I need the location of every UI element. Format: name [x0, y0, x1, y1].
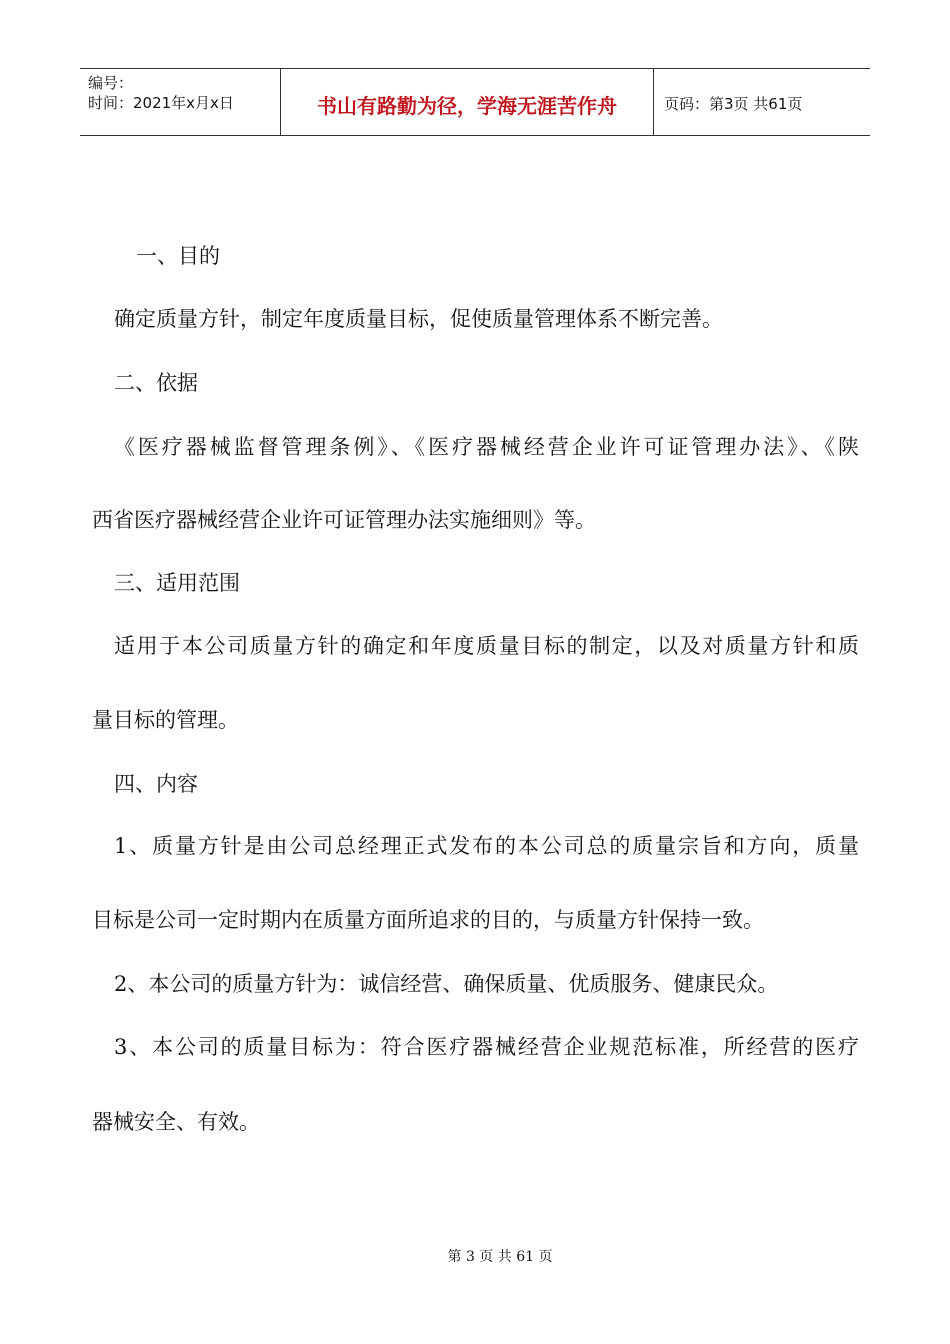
content-item-3-line-1: 3、本公司的质量目标为：符合医疗器械经营企业规范标准，所经营的医疗 [114, 1035, 859, 1059]
section-heading-basis: 二、依据 [114, 371, 198, 395]
section-heading-scope: 三、适用范围 [114, 571, 240, 595]
paragraph-scope-line-2: 量目标的管理。 [92, 708, 239, 732]
document-number-label: 编号： [88, 74, 134, 92]
document-date-label: 时间：2021年x月x日 [88, 94, 234, 112]
header-meta-cell [80, 69, 281, 135]
header-motto: 书山有路勤为径，学海无涯苦作舟 [281, 69, 654, 135]
content-item-2: 2、本公司的质量方针为：诚信经营、确保质量、优质服务、健康民众。 [114, 972, 779, 996]
paragraph-basis-line-1: 《医疗器械监督管理条例》、《医疗器械经营企业许可证管理办法》、《陕 [114, 435, 859, 459]
document-header [80, 68, 870, 136]
content-item-3-line-2: 器械安全、有效。 [92, 1110, 260, 1134]
paragraph-basis-line-2: 西省医疗器械经营企业许可证管理办法实施细则》等。 [92, 508, 596, 532]
page-footer: 第 3 页 共 61 页 [447, 1249, 553, 1265]
content-item-1-line-1: 1、质量方针是由公司总经理正式发布的本公司总的质量宗旨和方向，质量 [114, 834, 859, 858]
section-heading-content: 四、内容 [114, 772, 198, 796]
paragraph-purpose: 确定质量方针，制定年度质量目标，促使质量管理体系不断完善。 [114, 307, 723, 331]
header-page-info: 页码：第3页 共61页 [664, 94, 803, 113]
content-item-1-line-2: 目标是公司一定时期内在质量方面所追求的目的，与质量方针保持一致。 [92, 908, 764, 932]
paragraph-scope-line-1: 适用于本公司质量方针的确定和年度质量目标的制定，以及对质量方针和质 [114, 634, 859, 658]
section-heading-purpose: 一、目的 [136, 244, 220, 268]
